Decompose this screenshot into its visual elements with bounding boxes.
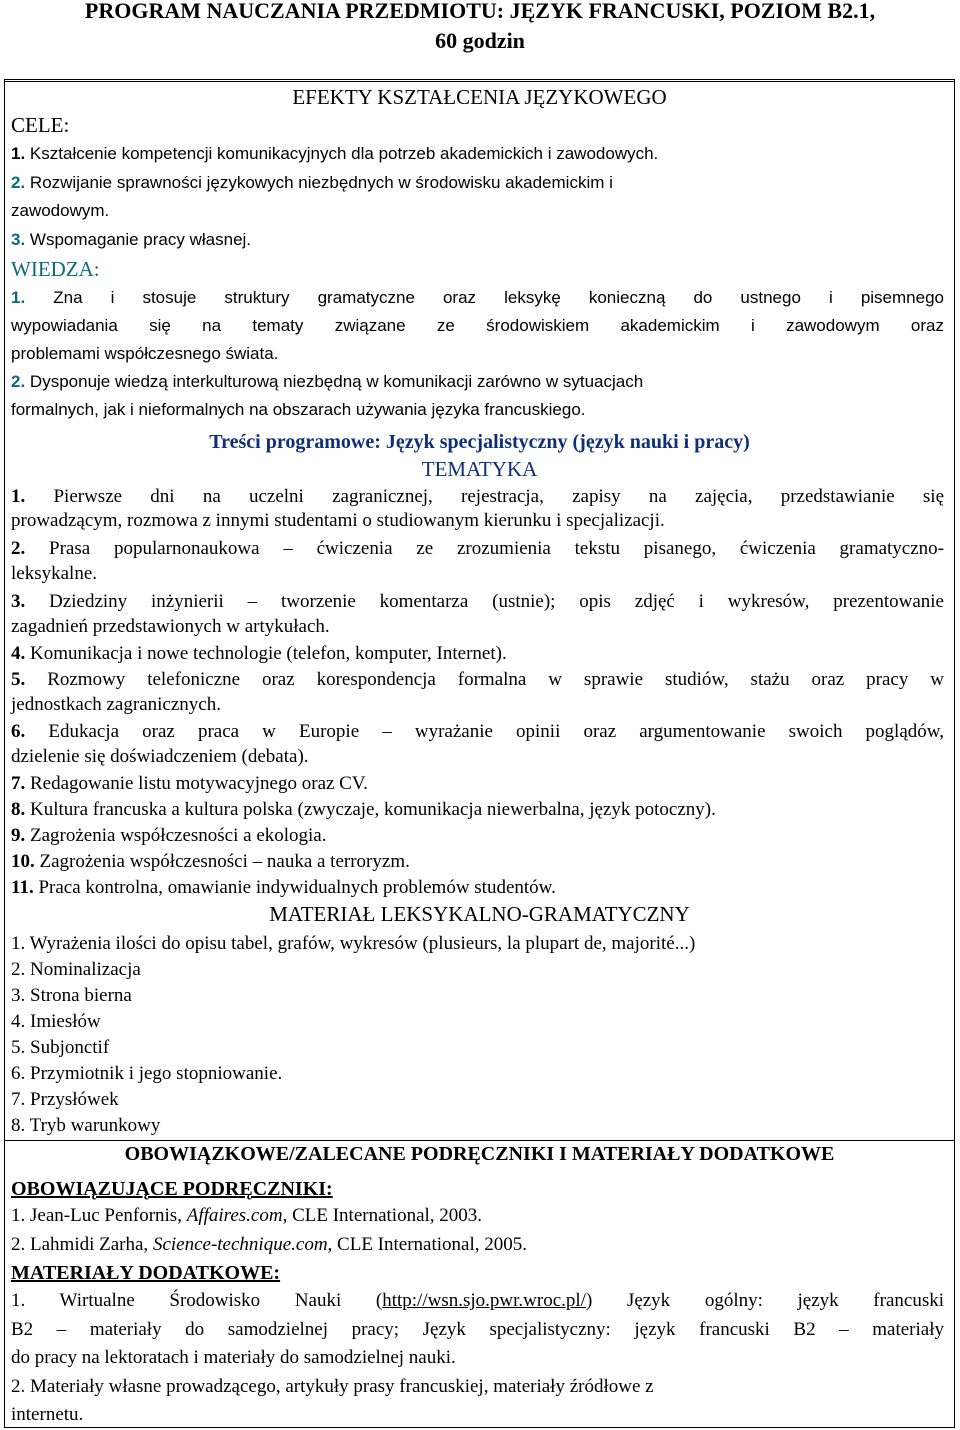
- book-1: 1. Jean-Luc Penfornis, Affaires.com, CLE International, 2003.: [11, 1205, 483, 1226]
- document-title: [0, 0, 960, 56]
- efekty-heading: EFEKTY KSZTAŁCENIA JĘZYKOWEGO: [292, 85, 667, 109]
- tematyka-item-5-cont: jednostkach zagranicznych.: [11, 694, 221, 715]
- material-item-8: 8. Tryb warunkowy: [11, 1115, 161, 1136]
- title-line-1: PROGRAM NAUCZANIA PRZEDMIOTU: JĘZYK FRANCUSKI, POZIOM B2.1,: [84, 0, 876, 23]
- book-2: 2. Lahmidi Zarha, Science-technique.com, CLE International, 2005.: [11, 1234, 528, 1255]
- material-item-6: 6. Przymiotnik i jego stopniowanie.: [11, 1063, 283, 1084]
- title-line-2: 60 godzin: [435, 28, 525, 53]
- material-item-1: 1. Wyrażenia ilości do opisu tabel, grafów, wykresów (plusieurs, la plupart de, majorité...): [11, 933, 696, 954]
- wiedza-item-1: 1. Zna i stosuje struktury gramatyczne oraz leksykę konieczną do ustnego i pisemnego: [11, 288, 944, 307]
- tematyka-item-3: 3. Dziedziny inżynierii – tworzenie komentarza (ustnie); opis zdjęć i wykresów, prezentowanie: [11, 591, 944, 612]
- obowiazujace-label: OBOWIĄZUJĄCE PODRĘCZNIKI:: [11, 1178, 333, 1200]
- tresci-heading: Treści programowe: Język specjalistyczny (język nauki i pracy): [209, 431, 750, 453]
- tematyka-heading: TEMATYKA: [421, 457, 538, 481]
- extra-material-2-cont: internetu.: [11, 1404, 84, 1425]
- frame-inner-top-rule: [4, 81, 955, 82]
- tematyka-item-4: 4. Komunikacja i nowe technologie (telefon, komputer, Internet).: [11, 643, 507, 664]
- material-item-4: 4. Imiesłów: [11, 1011, 101, 1032]
- cele-item-2-cont: zawodowym.: [11, 201, 110, 220]
- tematyka-item-10: 10. Zagrożenia współczesności – nauka a terroryzm.: [11, 851, 410, 872]
- extra-material-1-cont-2: do pracy na lektoratach i materiały do samodzielnej nauki.: [11, 1347, 456, 1368]
- tematyka-item-3-cont: zagadnień przedstawionych w artykułach.: [11, 616, 330, 637]
- tematyka-item-2-cont: leksykalne.: [11, 563, 98, 584]
- material-item-5: 5. Subjonctif: [11, 1037, 110, 1058]
- material-item-7: 7. Przysłówek: [11, 1089, 119, 1110]
- cele-label: CELE:: [11, 113, 70, 137]
- tematyka-item-6-cont: dzielenie się doświadczeniem (debata).: [11, 746, 309, 767]
- tematyka-item-8: 8. Kultura francuska a kultura polska (zwyczaje, komunikacja niewerbalna, język potoczny).: [11, 799, 716, 820]
- wiedza-item-2: 2. Dysponuje wiedzą interkulturową niezbędną w komunikacji zarówno w sytuacjach: [11, 372, 644, 391]
- cele-item-2: 2. Rozwijanie sprawności językowych niezbędnych w środowisku akademickim i: [11, 173, 613, 192]
- tematyka-item-2: 2. Prasa popularnonaukowa – ćwiczenia ze zrozumienia tekstu pisanego, ćwiczenia gramatyczno-: [11, 538, 944, 559]
- tematyka-item-6: 6. Edukacja oraz praca w Europie – wyrażanie opinii oraz argumentowanie swoich poglądów,: [11, 721, 945, 742]
- extra-material-1: 1. Wirtualne Środowisko Nauki (http://wsn.sjo.pwr.wroc.pl/) Język ogólny: język francuski: [11, 1290, 944, 1311]
- cele-item-1: 1. Kształcenie kompetencji komunikacyjnych dla potrzeb akademickich i zawodowych.: [11, 144, 659, 163]
- wiedza-item-1-cont-2: problemami współczesnego świata.: [11, 344, 279, 363]
- tematyka-item-9: 9. Zagrożenia współczesności a ekologia.: [11, 825, 327, 846]
- extra-material-1-cont-1: B2 – materiały do samodzielnej pracy; Język specjalistyczny: język francuski B2 – materiały: [11, 1319, 944, 1340]
- tematyka-item-1: 1. Pierwsze dni na uczelni zagranicznej, rejestracja, zapisy na zajęcia, przedstawianie się: [11, 486, 944, 507]
- cele-item-3: 3. Wspomaganie pracy własnej.: [11, 230, 252, 249]
- tematyka-item-7: 7. Redagowanie listu motywacyjnego oraz CV.: [11, 773, 368, 794]
- section-divider: [4, 1140, 955, 1141]
- material-item-2: 2. Nominalizacja: [11, 959, 141, 980]
- podreczniki-heading: OBOWIĄZKOWE/ZALECANE PODRĘCZNIKI I MATERIAŁY DODATKOWE: [124, 1143, 835, 1165]
- tematyka-item-1-cont: prowadzącym, rozmowa z innymi studentami o studiowanym kierunku i specjalizacji.: [11, 510, 665, 531]
- wiedza-label: WIEDZA:: [11, 257, 100, 281]
- tematyka-item-5: 5. Rozmowy telefoniczne oraz korespondencja formalna w sprawie studiów, stażu oraz pracy w: [11, 669, 944, 690]
- wiedza-item-2-cont: formalnych, jak i nieformalnych na obszarach używania języka francuskiego.: [11, 400, 586, 419]
- wsn-link[interactable]: http://wsn.sjo.pwr.wroc.pl/: [382, 1290, 586, 1311]
- dodatkowe-label: MATERIAŁY DODATKOWE:: [11, 1262, 281, 1284]
- wiedza-item-1-cont-1: wypowiadania się na tematy związane ze środowiskiem akademickim i zawodowym oraz: [11, 316, 944, 335]
- material-heading: MATERIAŁ LEKSYKALNO-GRAMATYCZNY: [269, 902, 690, 926]
- extra-material-2: 2. Materiały własne prowadzącego, artykuły prasy francuskiej, materiały źródłowe z: [11, 1376, 654, 1397]
- material-item-3: 3. Strona bierna: [11, 985, 132, 1006]
- tematyka-item-11: 11. Praca kontrolna, omawianie indywidualnych problemów studentów.: [11, 877, 556, 898]
